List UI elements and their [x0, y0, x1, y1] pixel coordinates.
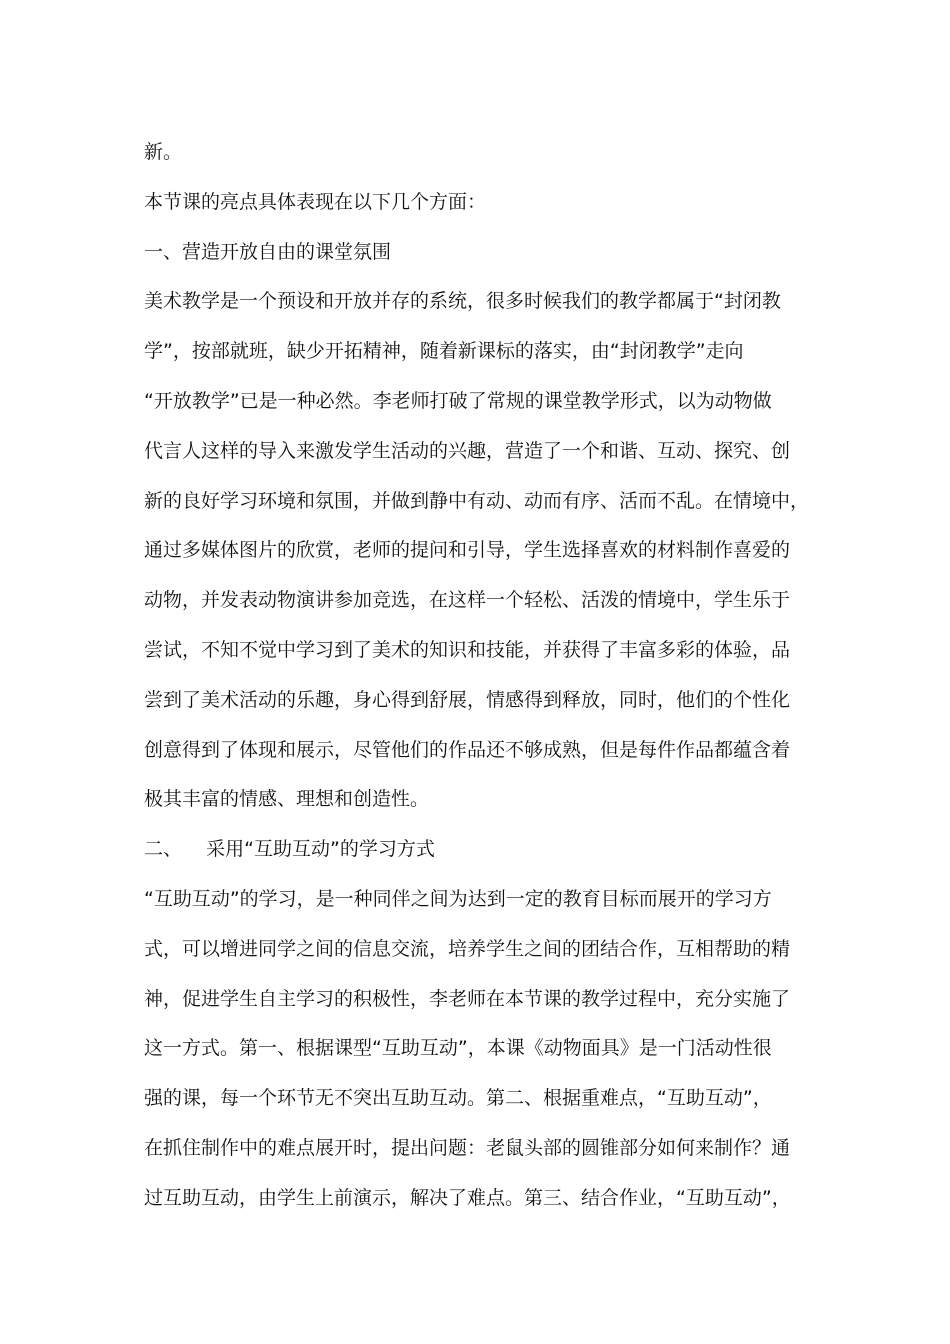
text-line: 极其丰富的情感、理想和创造性。	[144, 788, 430, 811]
text-line: 通过多媒体图片的欣赏，老师的提问和引导，学生选择喜欢的材料制作喜爱的	[144, 539, 791, 562]
text-line: 代言人这样的导入来激发学生活动的兴趣，营造了一个和谐、互动、探究、创	[144, 439, 791, 462]
section-heading-1: 一、营造开放自由的课堂氛围	[144, 240, 392, 263]
text-line: 新的良好学习环境和氛围，并做到静中有动、动而有序、活而不乱。在情境中，	[144, 489, 810, 512]
text-line: 在抓住制作中的难点展开时，提出问题：老鼠头部的圆锥部分如何来制作？通	[144, 1136, 791, 1159]
text-line: 动物，并发表动物演讲参加竞选，在这样一个轻松、活泼的情境中，学生乐于	[144, 589, 791, 612]
text-line: “互助互动”的学习，是一种同伴之间为达到一定的教育目标而展开的学习方	[144, 887, 772, 910]
text-line: 强的课，每一个环节无不突出互助互动。第二、根据重难点，“互助互动”，	[144, 1087, 772, 1110]
section-heading-2: 二、 采用“互助互动”的学习方式	[144, 838, 435, 861]
text-line: 式，可以增进同学之间的信息交流，培养学生之间的团结合作，互相帮助的精	[144, 937, 791, 960]
text-line: 神，促进学生自主学习的积极性，李老师在本节课的教学过程中，充分实施了	[144, 987, 791, 1010]
text-line: 美术教学是一个预设和开放并存的系统，很多时候我们的教学都属于“封闭教	[144, 290, 781, 313]
text-line: “开放教学”已是一种必然。李老师打破了常规的课堂教学形式，以为动物做	[144, 389, 772, 412]
text-line: 本节课的亮点具体表现在以下几个方面：	[144, 190, 487, 213]
text-line: 创意得到了体现和展示，尽管他们的作品还不够成熟，但是每件作品都蕴含着	[144, 738, 791, 761]
text-line: 学”，按部就班，缺少开拓精神，随着新课标的落实，由“封闭教学”走向	[144, 340, 744, 363]
text-line: 尝试，不知不觉中学习到了美术的知识和技能，并获得了丰富多彩的体验，品	[144, 638, 791, 661]
text-line: 尝到了美术活动的乐趣，身心得到舒展，情感得到释放，同时，他们的个性化	[144, 688, 791, 711]
text-line: 新。	[144, 141, 183, 163]
text-line: 过互助互动，由学生上前演示，解决了难点。第三、结合作业，“互助互动”，	[144, 1186, 791, 1209]
text-line: 这一方式。第一、根据课型“互助互动”，本课《动物面具》是一门活动性很	[144, 1037, 772, 1060]
body-text	[144, 128, 844, 1224]
